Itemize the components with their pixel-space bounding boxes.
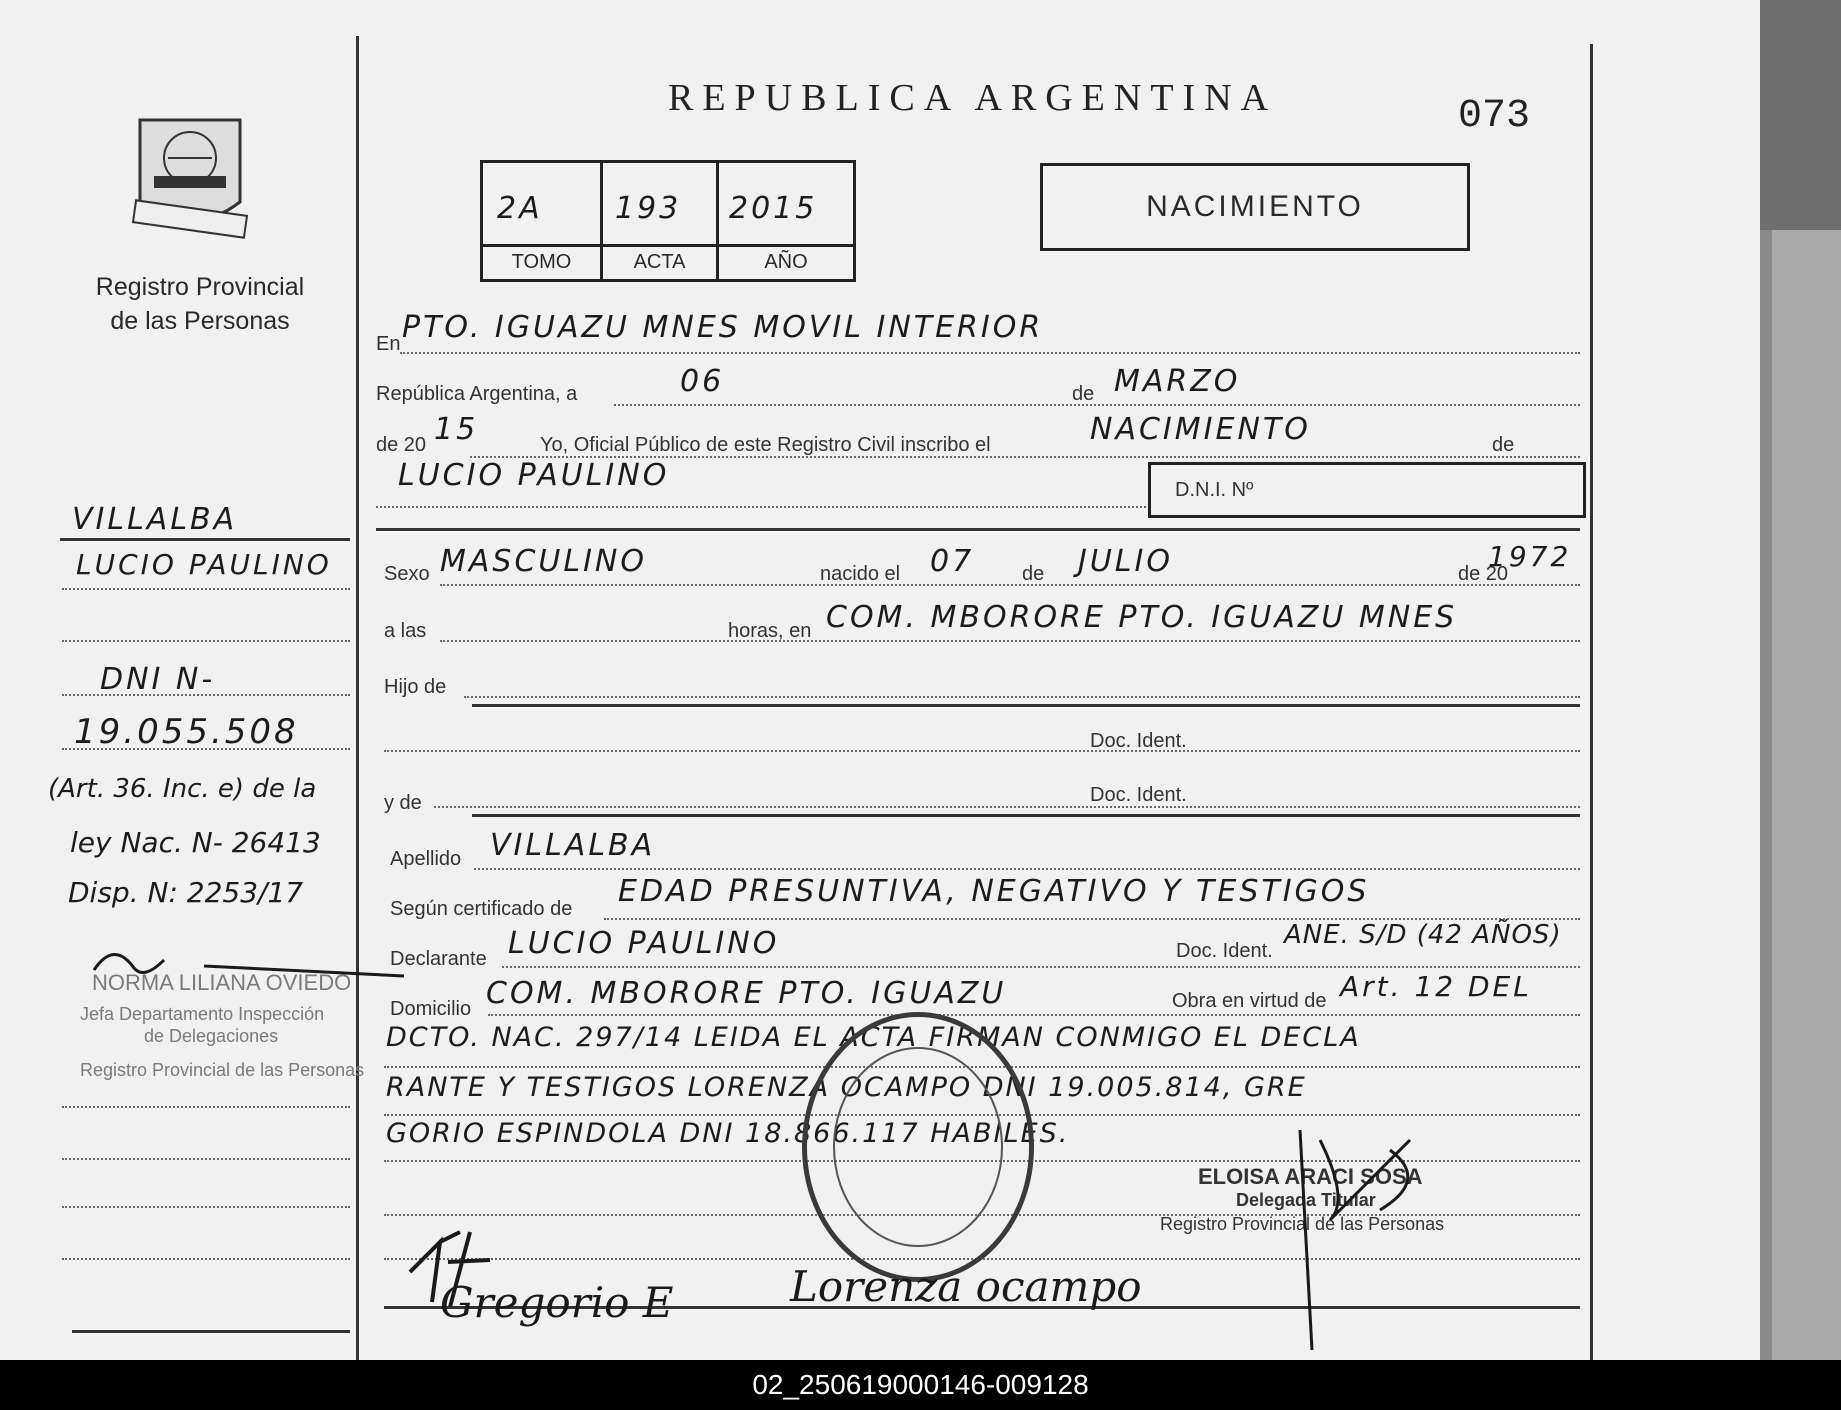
anio-value: 2015 <box>729 191 818 226</box>
margin-name: LUCIO PAULINO <box>76 548 332 581</box>
margin-rule-1 <box>60 538 350 541</box>
tomo-value: 2A <box>497 191 543 226</box>
right-border <box>1590 44 1593 1360</box>
margin-stamp-name: NORMA LILIANA OVIEDO <box>92 970 352 995</box>
registry-line-1: Registro Provincial <box>95 273 305 301</box>
sexo-value: MASCULINO <box>440 544 647 579</box>
doc-ident-label-3: Doc. Ident. <box>1176 940 1273 962</box>
year-value: 15 <box>434 412 479 447</box>
official-round-seal <box>802 1012 1034 1282</box>
doc-ident-label-2: Doc. Ident. <box>1090 784 1187 806</box>
margin-stamp-dept: de Delegaciones <box>144 1026 279 1046</box>
dni-box <box>1148 462 1586 518</box>
misiones-seal-logo <box>128 110 252 246</box>
line-republica <box>614 404 1580 406</box>
yde-label: y de <box>384 792 422 814</box>
section-rule-1 <box>376 528 1580 531</box>
apellido-value: VILLALBA <box>490 828 656 863</box>
alas-label: a las <box>384 620 427 642</box>
official-title: Delegada Titular <box>1236 1190 1376 1210</box>
official-org: Registro Provincial de las Personas <box>1160 1214 1445 1234</box>
page-title: REPUBLICA ARGENTINA <box>668 77 1278 119</box>
line-apellido <box>474 868 1580 870</box>
tomo-cell <box>483 163 603 279</box>
margin-disp: Disp. N: 2253/17 <box>68 876 304 909</box>
line-domicilio <box>488 1014 1580 1016</box>
inscription-value: NACIMIENTO <box>1090 412 1311 447</box>
margin-stamp-title: Jefa Departamento Inspección <box>80 1004 325 1024</box>
registry-line-2: de las Personas <box>110 307 290 335</box>
line-horas <box>440 640 1580 642</box>
line-sexo <box>440 584 1580 586</box>
domicilio-label: Domicilio <box>390 998 472 1020</box>
official-name: ELOISA ARACI SOSA <box>1198 1164 1423 1189</box>
declarante-doc-value: ANE. S/D (42 AÑOS) <box>1284 920 1562 950</box>
margin-dni-label: DNI N- <box>100 662 216 697</box>
note-line-2: RANTE Y TESTIGOS LORENZA OCAMPO DNI 19.005.814, GRE <box>386 1072 1307 1103</box>
apellido-label: Apellido <box>390 848 462 870</box>
month-value: MARZO <box>1114 364 1241 399</box>
margin-line-7 <box>62 1206 350 1208</box>
reference-table <box>480 160 856 282</box>
yo-label: Yo, Oficial Público de este Registro Civil inscribo el <box>540 434 991 456</box>
margin-line-3 <box>62 694 350 696</box>
line-hijo <box>464 696 1580 698</box>
line-declarante <box>502 966 1580 968</box>
obra-label: Obra en virtud de <box>1172 990 1327 1012</box>
registry-label <box>60 270 340 338</box>
nacido-label: nacido el <box>820 563 901 585</box>
acta-header: ACTA <box>603 244 716 279</box>
witness-signature-2: Lorenza ocampo <box>790 1262 1142 1311</box>
sexo-label: Sexo <box>384 563 430 585</box>
de-label-3: de <box>1022 563 1045 585</box>
tomo-header: TOMO <box>483 244 600 279</box>
margin-dni: 19.055.508 <box>74 712 299 752</box>
margin-line-4 <box>62 748 350 750</box>
de-label-2: de <box>1492 434 1515 456</box>
margin-line-1 <box>62 588 350 590</box>
section-rule-2 <box>472 704 1580 707</box>
segun-label: Según certificado de <box>390 898 573 920</box>
anio-cell <box>719 163 853 279</box>
margin-art: (Art. 36. Inc. e) de la <box>48 774 317 804</box>
birth-day-value: 07 <box>930 544 975 579</box>
margin-line-6 <box>62 1158 350 1160</box>
section-rule-3 <box>472 814 1580 817</box>
de20-label-2: de 20 <box>1458 563 1509 585</box>
birth-place-value: COM. MBORORE PTO. IGUAZU MNES <box>826 600 1458 635</box>
declarante-label: Declarante <box>390 948 487 970</box>
declarante-value: LUCIO PAULINO <box>508 926 780 961</box>
note-line-3: GORIO ESPINDOLA DNI 18.866.117 HABILES. <box>386 1118 1070 1149</box>
margin-signature-mark <box>84 940 414 1000</box>
day-value: 06 <box>680 364 725 399</box>
witness-signature-1: Gregorio E <box>440 1278 674 1327</box>
horas-label: horas, en <box>728 620 812 642</box>
de-label: de <box>1072 383 1095 405</box>
margin-line-2 <box>62 640 350 642</box>
column-divider <box>356 36 359 1360</box>
birth-month-value: JULIO <box>1078 544 1173 579</box>
republica-label: República Argentina, a <box>376 383 578 405</box>
margin-ley: ley Nac. N- 26413 <box>70 826 321 859</box>
anio-header: AÑO <box>719 244 853 279</box>
birth-year-value: 1972 <box>1488 540 1572 573</box>
note-line-1: DCTO. NAC. 297/14 LEIDA EL ACTA FIRMAN CONMIGO EL DECLA <box>386 1022 1361 1053</box>
person-name-value: LUCIO PAULINO <box>398 458 670 493</box>
dni-label: D.N.I. Nº <box>1175 479 1254 501</box>
line-en <box>400 352 1580 354</box>
obra-value: Art. 12 DEL <box>1340 970 1532 1003</box>
margin-line-5 <box>62 1106 350 1108</box>
certificado-value: EDAD PRESUNTIVA, NEGATIVO Y TESTIGOS <box>618 874 1370 909</box>
de20-label: de 20 <box>376 434 427 456</box>
hijo-label: Hijo de <box>384 676 447 698</box>
en-label: En <box>376 333 401 355</box>
line-name <box>376 506 1146 508</box>
margin-surname: VILLALBA <box>72 502 238 537</box>
line-yde <box>434 806 1580 808</box>
acta-value: 193 <box>615 191 682 226</box>
doc-ident-label: Doc. Ident. <box>1090 730 1187 752</box>
document-number: 073 <box>1458 94 1531 139</box>
place-value: PTO. IGUAZU MNES MOVIL INTERIOR <box>402 310 1044 345</box>
line-doc-ident-1 <box>384 750 1580 752</box>
page-edge-shadow <box>1760 0 1841 1360</box>
filename-caption: 02_250619000146-009128 <box>0 1360 1841 1410</box>
official-signature-line <box>1290 1120 1440 1360</box>
acta-cell <box>603 163 719 279</box>
margin-line-8 <box>62 1258 350 1260</box>
margin-stamp-org: Registro Provincial de las Personas <box>80 1060 365 1080</box>
margin-rule-bottom <box>72 1330 350 1333</box>
domicilio-value: COM. MBORORE PTO. IGUAZU <box>486 976 1007 1011</box>
act-type-box: NACIMIENTO <box>1040 163 1470 251</box>
official-signature-mark <box>400 1222 540 1312</box>
